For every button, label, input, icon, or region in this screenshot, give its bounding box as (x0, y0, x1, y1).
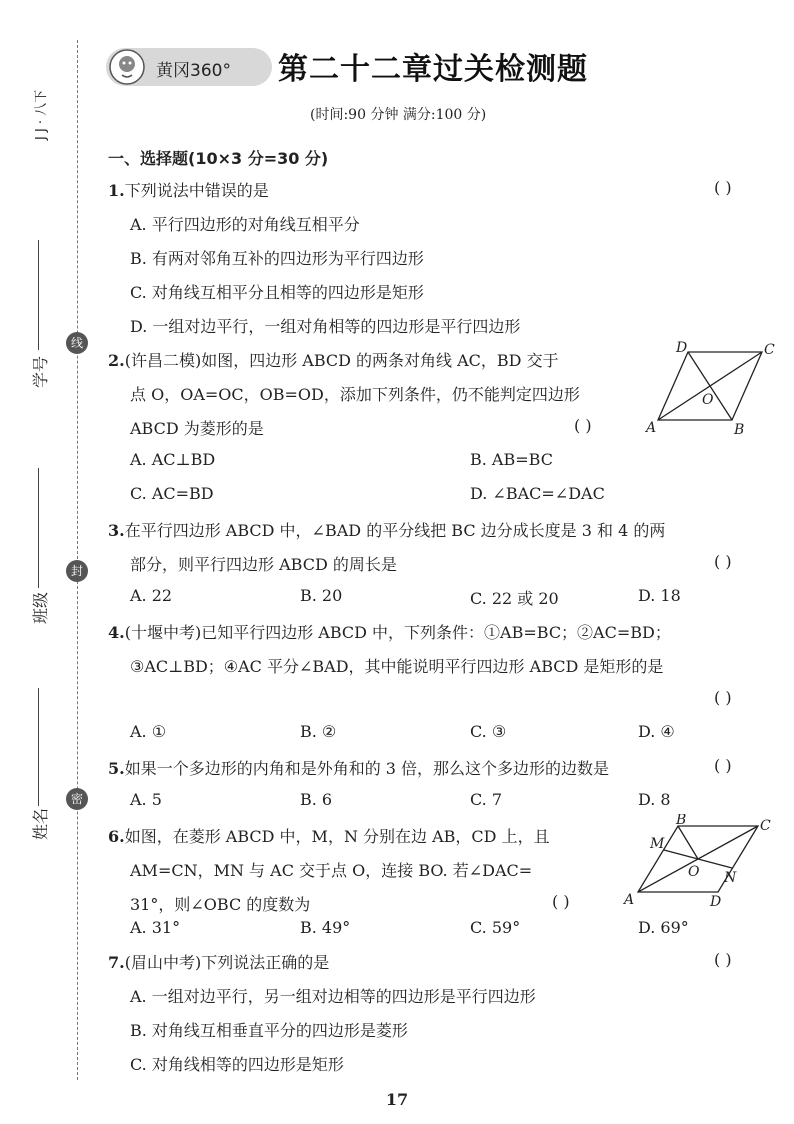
seal-mark-seal: 封 (66, 560, 88, 582)
name-line[interactable] (38, 688, 39, 806)
vertex-label-b: B (734, 422, 745, 434)
option-c: C. 对角线互相平分且相等的四边形是矩形 (130, 283, 424, 302)
seal-mark-line: 线 (66, 332, 88, 354)
option-a: A. 31° (130, 918, 181, 937)
option-c: C. ③ (470, 722, 507, 741)
binding-margin (0, 0, 70, 1124)
edition-label: J J · 八下 (34, 89, 49, 140)
option-c: C. 22 或 20 (470, 589, 559, 608)
question-text: 下列说法中错误的是 (124, 181, 269, 200)
point-label-o: O (688, 864, 700, 880)
question-text: 部分，则平行四边形 ABCD 的周长是 (130, 555, 397, 574)
question-number: 5. (108, 759, 125, 778)
option-a: A. AC⊥BD (130, 450, 216, 469)
vertex-label-c: C (764, 342, 775, 358)
option-b: B. 对角线互相垂直平分的四边形是菱形 (130, 1021, 408, 1040)
question-text: ③AC⊥BD；④AC 平分∠BAD，其中能说明平行四边形 ABCD 是矩形的是 (130, 657, 664, 676)
question-number: 7. (108, 953, 125, 972)
vertex-label-a: A (646, 420, 657, 434)
question-text: 点 O，OA=OC，OB=OD，添加下列条件，仍不能判定四边形 (130, 385, 580, 404)
question-text: ABCD 为菱形的是 (130, 419, 264, 438)
answer-blank[interactable]: ( ) (574, 416, 592, 435)
question-text: 如果一个多边形的内角和是外角和的 3 倍，那么这个多边形的边数是 (124, 759, 610, 778)
option-d: D. 18 (638, 586, 681, 605)
answer-blank[interactable]: ( ) (714, 552, 732, 571)
option-a: A. 平行四边形的对角线互相平分 (130, 215, 360, 234)
question-text: 如图，在菱形 ABCD 中，M，N 分别在边 AB，CD 上，且 (124, 827, 550, 846)
page-title: 第二十二章过关检测题 (278, 52, 588, 87)
seal-mark-secret: 密 (66, 788, 88, 810)
point-label-n: N (724, 870, 737, 886)
question-text: AM=CN，MN 与 AC 交于点 O，连接 BO. 若∠DAC= (130, 861, 533, 880)
question-number: 1. (108, 181, 125, 200)
point-label-m: M (650, 836, 665, 852)
brand-text: 黄冈360° (156, 61, 231, 81)
option-d: D. ④ (638, 722, 675, 741)
option-b: B. AB=BC (470, 450, 553, 469)
mascot-logo-icon (108, 48, 146, 86)
page-number: 17 (385, 1090, 409, 1109)
answer-blank[interactable]: ( ) (714, 756, 732, 775)
brand-badge (106, 48, 272, 86)
class-line[interactable] (38, 468, 39, 588)
option-b: B. 6 (300, 790, 333, 809)
question-text: (眉山中考)下列说法正确的是 (124, 953, 330, 972)
question-number: 6. (108, 827, 125, 846)
option-b: B. ② (300, 722, 337, 741)
answer-blank[interactable]: ( ) (552, 892, 570, 911)
question-text: 31°，则∠OBC 的度数为 (130, 895, 311, 914)
option-c: C. 59° (470, 918, 521, 937)
name-label: 姓名 (31, 807, 50, 840)
vertex-label-c: C (760, 818, 771, 834)
vertex-label-b: B (676, 814, 687, 828)
option-a: A. 5 (130, 790, 162, 809)
option-b: B. 有两对邻角互补的四边形为平行四边形 (130, 249, 424, 268)
vertex-label-d: D (676, 340, 688, 356)
student-id-label: 学号 (31, 355, 50, 388)
page-header (106, 44, 786, 104)
question-text: (十堰中考)已知平行四边形 ABCD 中，下列条件：①AB=BC；②AC=BD； (124, 623, 671, 642)
answer-blank[interactable]: ( ) (714, 688, 732, 707)
vertex-label-d: D (710, 894, 722, 906)
option-b: B. 20 (300, 586, 343, 605)
section-title: 一、选择题(10×3 分=30 分) (108, 149, 329, 168)
center-label-o: O (702, 392, 714, 408)
question-text: 在平行四边形 ABCD 中，∠BAD 的平分线把 BC 边分成长度是 3 和 4 的两 (124, 521, 666, 540)
option-d: D. 8 (638, 790, 671, 809)
option-d: D. ∠BAC=∠DAC (470, 484, 605, 503)
option-d: D. 69° (638, 918, 689, 937)
option-a: A. 一组对边平行，另一组对边相等的四边形是平行四边形 (130, 987, 536, 1006)
option-c: C. 7 (470, 790, 503, 809)
answer-blank[interactable]: ( ) (714, 950, 732, 969)
rhombus-figure-q6 (618, 814, 778, 906)
option-c: C. 对角线相等的四边形是矩形 (130, 1055, 344, 1074)
question-text: (许昌二模)如图，四边形 ABCD 的两条对角线 AC，BD 交于 (124, 351, 559, 370)
exam-info: (时间:90 分钟 满分:100 分) (310, 107, 487, 123)
question-number: 3. (108, 521, 125, 540)
student-id-line[interactable] (38, 240, 39, 350)
option-c: C. AC=BD (130, 484, 214, 503)
option-b: B. 49° (300, 918, 351, 937)
rhombus-figure-q2 (638, 338, 776, 434)
question-number: 4. (108, 623, 125, 642)
vertex-label-a: A (624, 892, 635, 906)
option-d: D. 一组对边平行，一组对角相等的四边形是平行四边形 (130, 317, 521, 336)
answer-blank[interactable]: ( ) (714, 178, 732, 197)
class-label: 班级 (31, 591, 50, 624)
option-a: A. 22 (130, 586, 173, 605)
option-a: A. ① (130, 722, 167, 741)
question-number: 2. (108, 351, 125, 370)
